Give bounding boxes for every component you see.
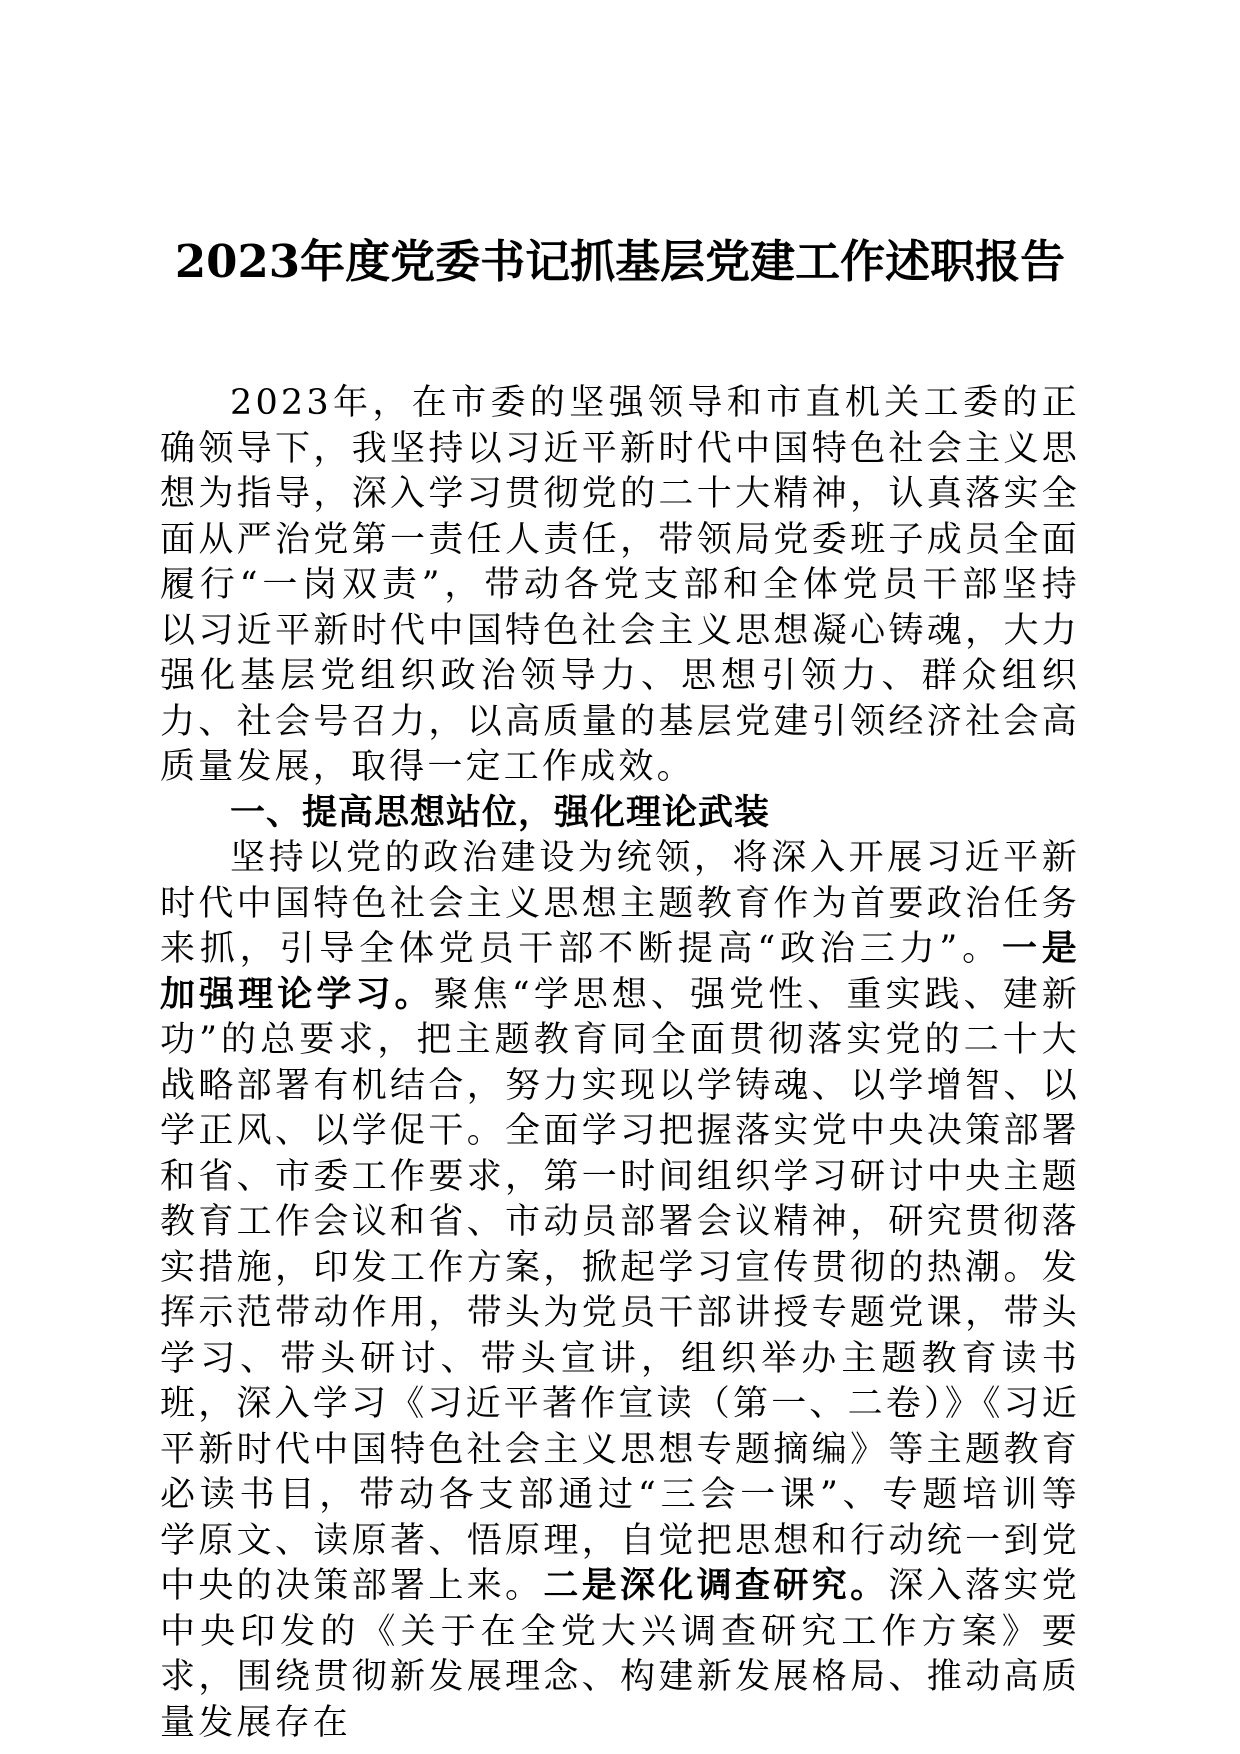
section-text-b: 聚焦“学思想、强党性、重实践、建新功”的总要求，把主题教育同全面贯彻落实党的二十大战略部署有机结合，努力实现以学铸魂、以学增智、以学正风、以学促干。全面学习把握落实党中央决策部署和省、市委工作要求，第一时间组织学习研讨中央主题教育工作会议和省、市动员部署会议精神，研究贯彻落实措施，印发工作方案，掀起学习宣传贯彻的热潮。发挥示范带动作用，带头为党员干部讲授专题党课，带头学习、带头研讨、带头宣讲，组织举办主题教育读书班，深入学习《习近平著作宣读（第一、二卷）》《习近平新时代中国特色社会主义思想专题摘编》等主题教育必读书目，带动各支部通过“三会一课”、专题培训等学原文、读原著、悟原理，自觉把思想和行动统一到党中央的决策部署上来。 xyxy=(160,974,1081,1606)
point-one-label: 一是加强理论学习。 xyxy=(160,929,1080,1015)
document-body xyxy=(160,381,1080,1746)
intro-paragraph: 2023年，在市委的坚强领导和市直机关工委的正确领导下，我坚持以习近平新时代中国特色社会主义思想为指导，深入学习贯彻党的二十大精神，认真落实全面从严治党第一责任人责任，带领局党委班子成员全面履行“一岗双责”，带动各党支部和全体党员干部坚持以习近平新时代中国特色社会主义思想凝心铸魂，大力强化基层党组织政治领导力、思想引领力、群众组织力、社会号召力，以高质量的基层党建引领经济社会高质量发展，取得一定工作成效。 xyxy=(160,383,1080,787)
section-text-a: 坚持以党的政治建设为统领，将深入开展习近平新时代中国特色社会主义思想主题教育作为首要政治任务来抓，引导全体党员干部不断提高“政治三力”。 xyxy=(160,838,1080,969)
document-title: 2023年度党委书记抓基层党建工作述职报告 xyxy=(174,235,1066,288)
section-text-c: 深入落实党中央印发的《关于在全党大兴调查研究工作方案》要求，围绕贯彻新发展理念、构建新发展格局、推动高质量发展存在 xyxy=(160,1566,1080,1743)
section-heading: 一、提高思想站位，强化理论武装 xyxy=(230,792,771,833)
section-paragraph xyxy=(160,836,1080,1746)
point-two-label: 二是深化调查研究。 xyxy=(543,1566,889,1606)
